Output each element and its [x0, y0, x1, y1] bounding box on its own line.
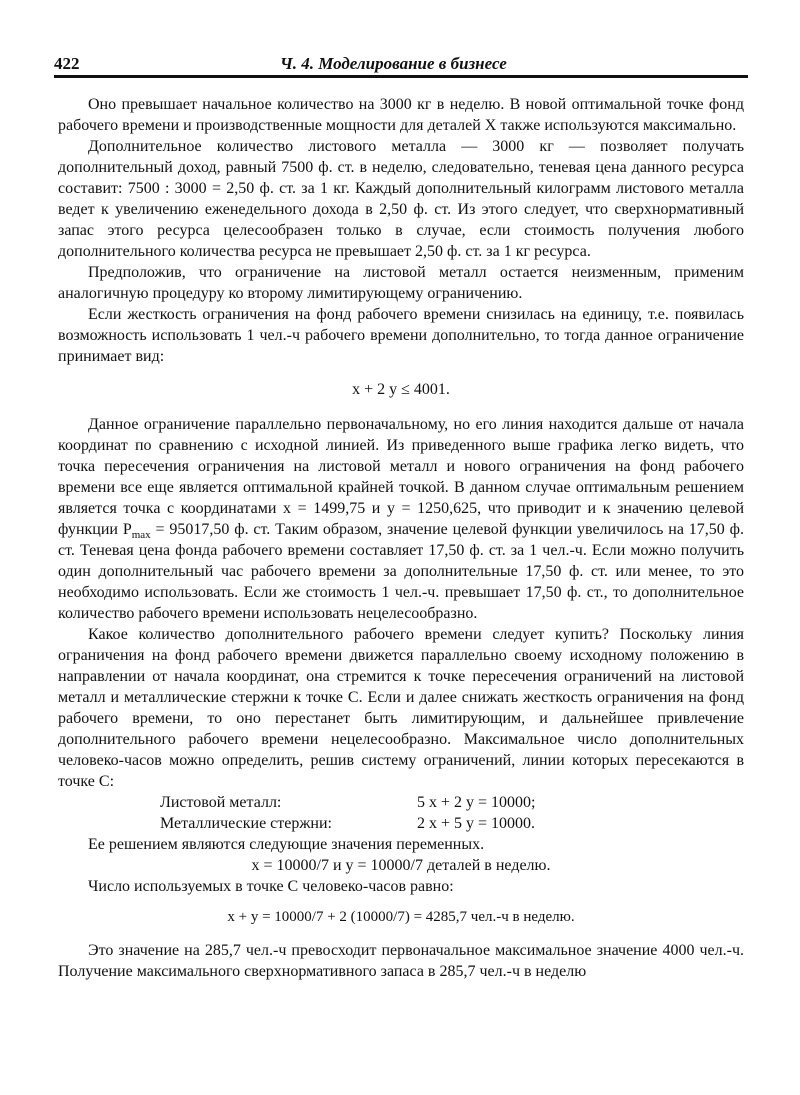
- paragraph: Это значение на 285,7 чел.-ч превосходит первоначальное максимальное значение 4000 чел.-ч. Получение максимального сверхнормативного запаса в 285,7 чел.-ч в неделю: [58, 942, 744, 980]
- system-row: [58, 813, 744, 834]
- system-equation: 2 x + 5 y = 10000.: [417, 815, 536, 832]
- running-title: Ч. 4. Моделирование в бизнесе: [280, 54, 507, 73]
- paragraph: [58, 414, 744, 624]
- paragraph: Оно превышает начальное количество на 3000 кг в неделю. В новой оптимальной точке фонд рабочего времени и производственные мощности для деталей X также используются максимально.: [58, 96, 744, 134]
- paragraph: Ее решением являются следующие значения переменных.: [88, 836, 485, 853]
- formula-constraint: x + 2 y ≤ 4001.: [352, 381, 450, 398]
- system-equation: 5 x + 2 y = 10000;: [417, 794, 536, 811]
- system-row: [58, 792, 744, 813]
- page-body: [58, 94, 744, 982]
- header-rule: [54, 75, 748, 78]
- page-number: 422: [54, 54, 80, 73]
- paragraph-text: Данное ограничение параллельно первоначальному, но его линия находится дальше от начала координат по сравнению с исходной линией. Из приведенного выше графика легко видеть, что точка пересечения ограничения на листовой металл и нового ограничения на фонд рабочего времени все еще является оптимальной крайней точкой. В данном случае оптимальным решением является точка с координатами x = 1499,75 и y = 1250,625, что приводит и к значению целевой функции P: [58, 416, 744, 538]
- paragraph: Дополнительное количество листового металла — 3000 кг — позволяет получать дополнительный доход, равный 7500 ф. ст. в неделю, следовательно, теневая цена данного ресурса составит: 7500 : 3000 = 2,50 ф. ст. за 1 кг. Каждый дополнительный килограмм листового металла ведет к увеличению еженедельного дохода в 2,50 ф. ст. Из этого следует, что сверхнормативный запас этого ресурса целесообразен только в случае, если стоимость получения любого дополнительного количества ресурса не превышает 2,50 ф. ст. за 1 кг ресурса.: [58, 138, 744, 260]
- paragraph-text: = 95017,50 ф. ст. Таким образом, значение целевой функции увеличилось на 17,50 ф. ст. Теневая цена фонда рабочего времени составляет 17,50 ф. ст. за 1 чел.-ч. Если можно получить один дополнительный час рабочего времени за дополнительные 17,50 ф. ст. или менее, то это необходимо использовать. Если же стоимость 1 чел.-ч. превышает 17,50 ф. ст., то дополнительное количество рабочего времени использовать нецелесообразно.: [58, 521, 745, 622]
- system-label: Металлические стержни:: [160, 815, 332, 832]
- solution-line: x = 10000/7 и y = 10000/7 деталей в неделю.: [251, 857, 551, 874]
- paragraph: Предположив, что ограничение на листовой металл остается неизменным, применим аналогичную процедуру ко второму лимитирующему ограничению.: [58, 264, 744, 302]
- paragraph: Какое количество дополнительного рабочего времени следует купить? Поскольку линия ограничения на фонд рабочего времени движется параллельно своему исходному положению в направлении от начала координат, она стремится к точке пересечения ограничений на листовой металл и металлические стержни к точке С. Если и далее снижать жесткость ограничения на фонд рабочего времени, то оно перестанет быть лимитирующим, и дальнейшее привлечение дополнительного рабочего времени нецелесообразно. Максимальное число дополнительных человеко-часов можно определить, решив систему ограничений, линии которых пересекаются в точке С:: [58, 626, 744, 790]
- subscript-max: max: [131, 529, 151, 542]
- system-label: Листовой металл:: [160, 794, 282, 811]
- page-header: [54, 52, 748, 76]
- formula-hours: x + y = 10000/7 + 2 (10000/7) = 4285,7 чел.-ч в неделю.: [227, 909, 575, 925]
- paragraph: Если жесткость ограничения на фонд рабочего времени снизилась на единицу, т.е. появилась возможность использовать 1 чел.-ч рабочего времени дополнительно, то тогда данное ограничение принимает вид:: [58, 306, 744, 365]
- paragraph: Число используемых в точке С человеко-часов равно:: [88, 878, 454, 895]
